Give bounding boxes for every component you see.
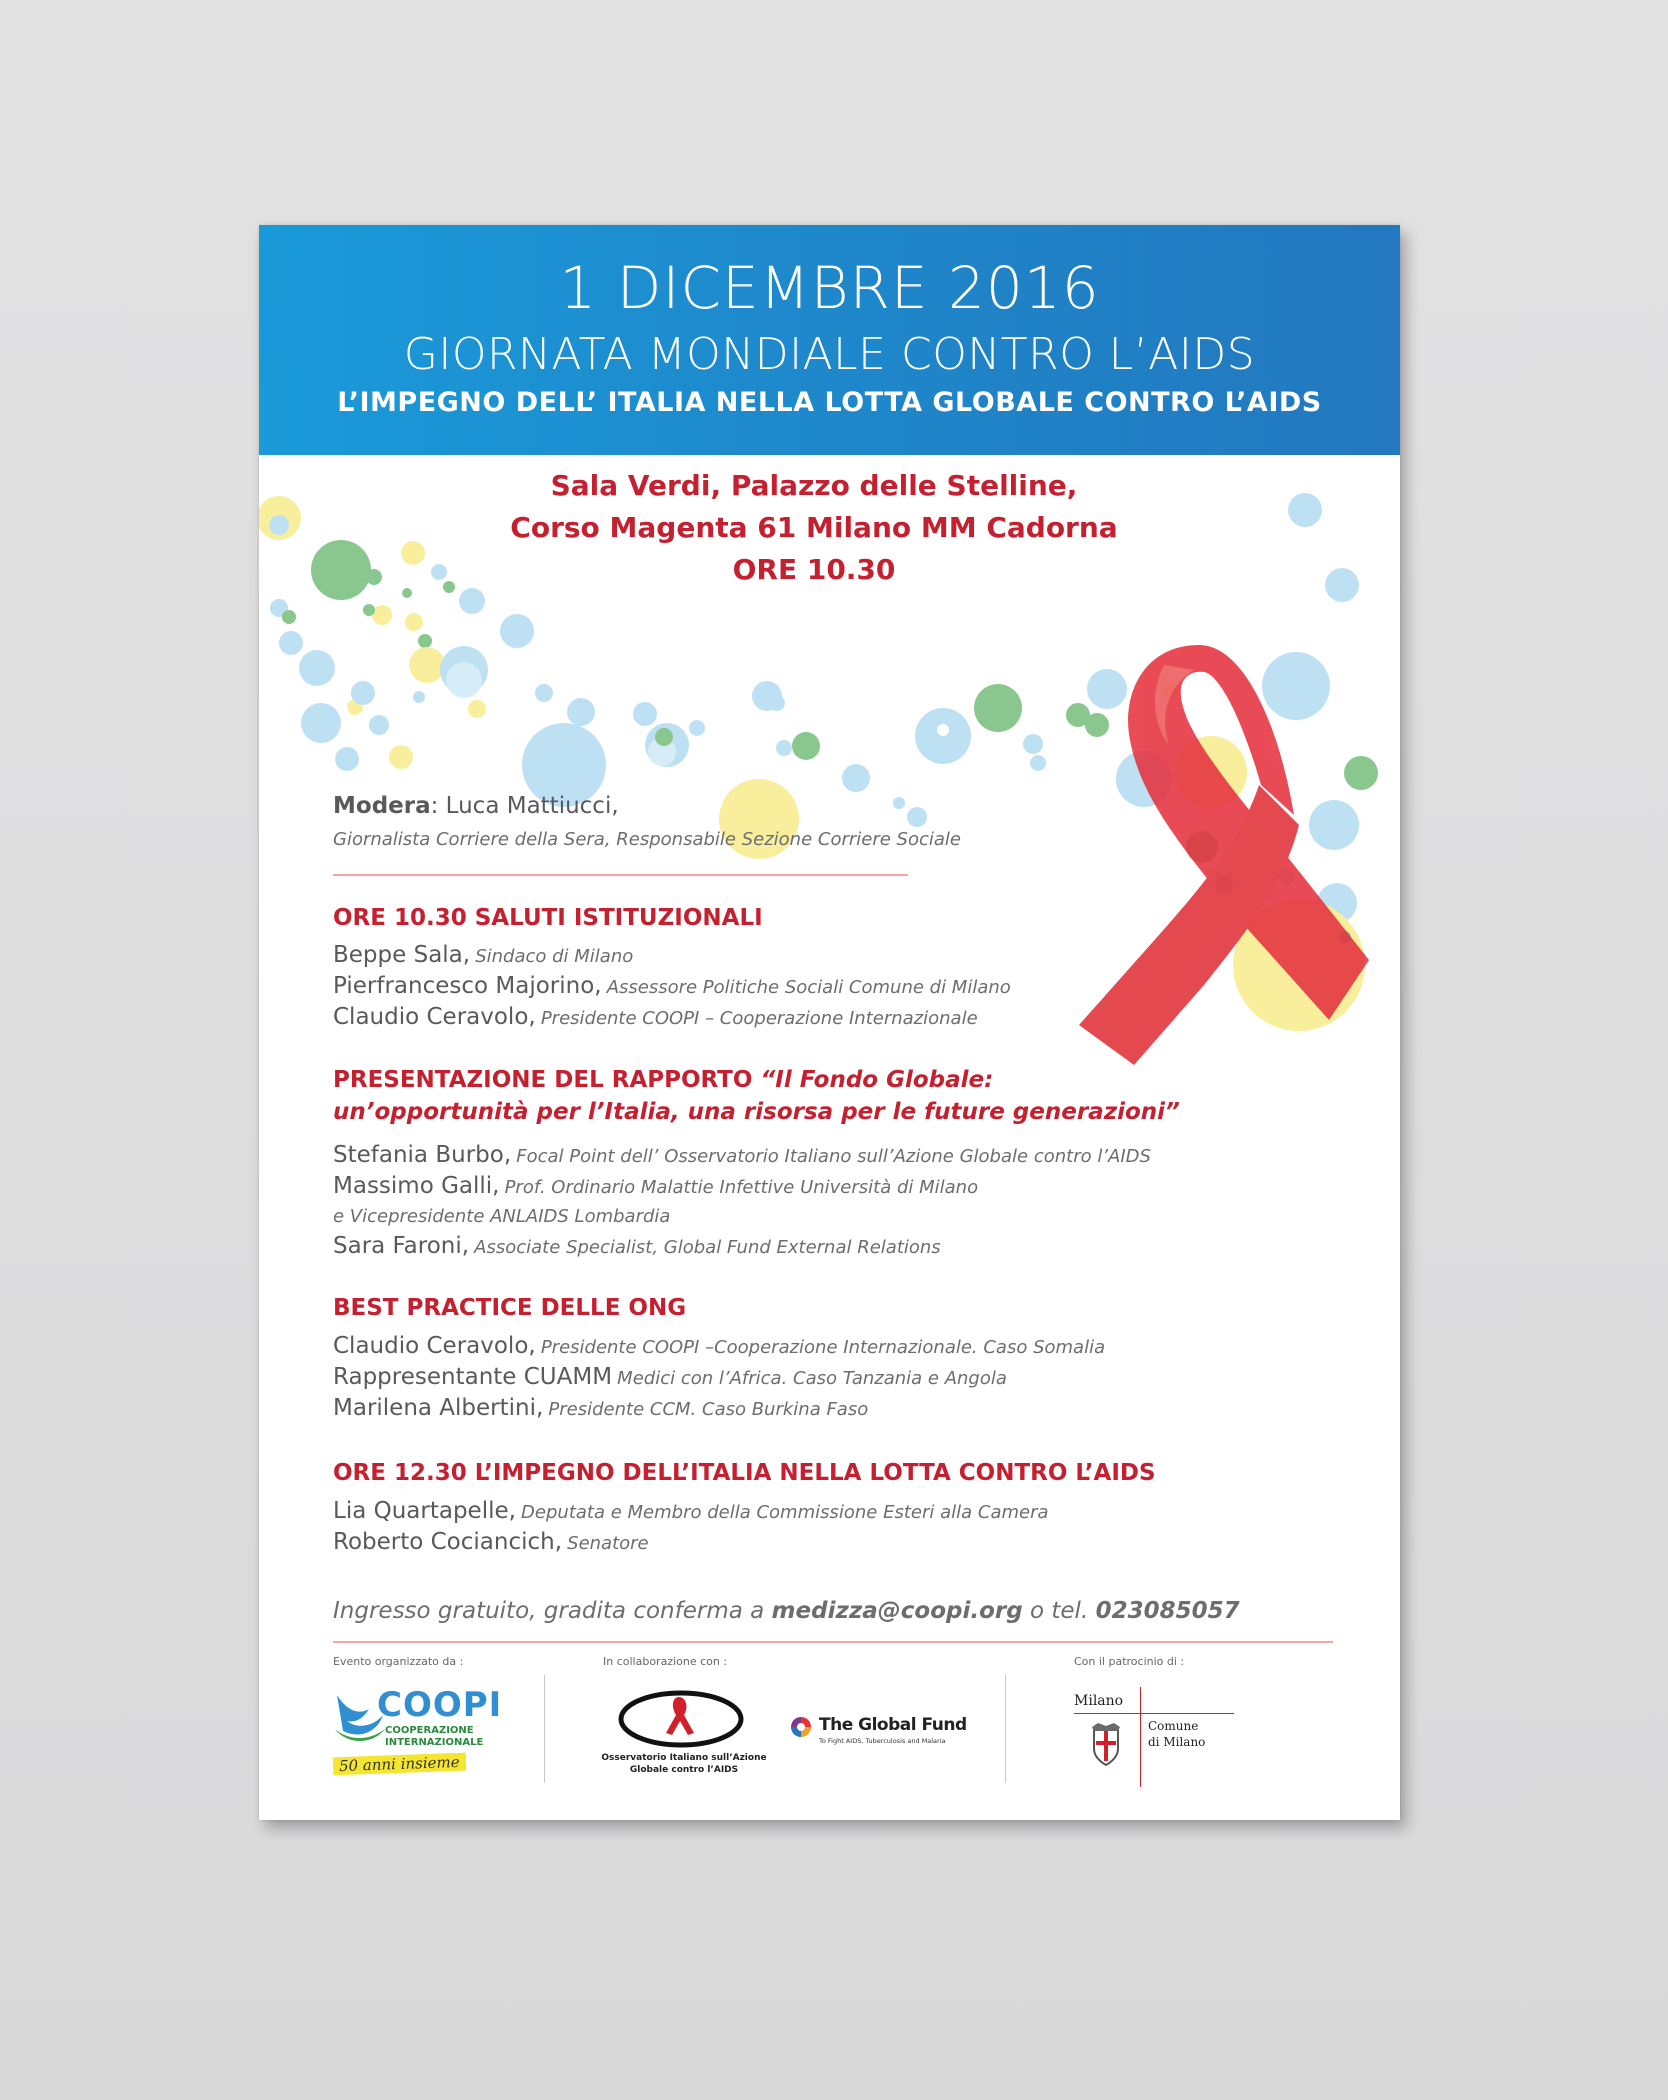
bubble: [776, 740, 792, 756]
bubble: [446, 662, 482, 698]
bubble: [351, 681, 375, 705]
event-subtitle: L’IMPEGNO DELL’ ITALIA NELLA LOTTA GLOBALE CONTRO L’AIDS: [337, 387, 1322, 418]
footer-divider: [333, 1641, 1333, 1643]
rsvp-email-link[interactable]: medizza@coopi.org: [771, 1598, 1023, 1624]
rsvp-text-2: o tel.: [1022, 1598, 1096, 1624]
event-title: GIORNATA MONDIALE CONTRO L’AIDS: [403, 329, 1256, 380]
bubble: [1309, 800, 1359, 850]
coopi-sub-1: COOPERAZIONE: [385, 1725, 474, 1736]
bubble: [402, 588, 412, 598]
rsvp-text: Ingresso gratuito, gradita conferma a: [333, 1598, 772, 1624]
speaker-name: Beppe Sala,: [333, 942, 471, 968]
global-fund-name: The Global Fund: [819, 1715, 967, 1735]
event-poster: [259, 225, 1400, 1820]
logo-rule-horizontal: [1074, 1713, 1234, 1714]
osservatorio-name-1: Osservatorio Italiano sull’Azione: [601, 1753, 767, 1763]
speaker-name: Sara Faroni,: [333, 1233, 470, 1259]
bubble: [842, 764, 870, 792]
moderator-role: Giornalista Corriere della Sera, Responsabile Sezione Corriere Sociale: [333, 829, 961, 850]
bubble: [937, 724, 949, 736]
speaker-role: Associate Specialist, Global Fund External Relations: [474, 1237, 941, 1258]
section-title: ORE 12.30 L’IMPEGNO DELL’ITALIA NELLA LOTTA CONTRO L’AIDS: [333, 1460, 1156, 1486]
speaker-role: Prof. Ordinario Malattie Infettive Università di Milano: [504, 1177, 979, 1198]
red-ribbon-icon: [1079, 645, 1369, 1065]
speaker-role: Deputata e Membro della Commissione Esteri alla Camera: [521, 1502, 1049, 1523]
bubble: [633, 702, 657, 726]
bubble: [279, 631, 303, 655]
section-title-text: PRESENTAZIONE DEL RAPPORTO: [333, 1067, 753, 1093]
speaker-row: [333, 942, 633, 968]
organized-label: Evento organizzato da :: [333, 1655, 464, 1668]
logo-separator: [1005, 1675, 1006, 1783]
global-fund-sub: To Fight AIDS, Tuberculosis and Malaria: [819, 1737, 946, 1745]
bubble: [1262, 652, 1330, 720]
milano-crest-icon: [1088, 1723, 1124, 1767]
speaker-name: Pierfrancesco Majorino,: [333, 973, 602, 999]
bubble: [459, 588, 485, 614]
bubble: [369, 715, 389, 735]
bubble: [535, 684, 553, 702]
speaker-role: Presidente COOPI – Cooperazione Internazionale: [540, 1008, 978, 1029]
header-banner: [259, 225, 1400, 455]
bubble: [405, 613, 423, 631]
rsvp-phone: 023085057: [1095, 1598, 1240, 1624]
collab-label: In collaborazione con :: [603, 1655, 728, 1668]
speaker-row: [333, 973, 1011, 999]
bubble: [418, 634, 432, 648]
speaker-role: Sindaco di Milano: [475, 946, 634, 967]
speaker-row: [333, 1395, 868, 1421]
bubble: [282, 610, 296, 624]
logo-rule-vertical: [1140, 1687, 1141, 1787]
bubble: [500, 614, 534, 648]
bubble: [1325, 568, 1359, 602]
bubble: [468, 700, 486, 718]
rsvp-line: [333, 1598, 1240, 1624]
speaker-role-continued: e Vicepresidente ANLAIDS Lombardia: [333, 1206, 671, 1227]
bubble: [269, 515, 289, 535]
venue-line-2: Corso Magenta 61 Milano MM Cadorna: [510, 511, 1118, 544]
bubble: [1087, 669, 1127, 709]
bubble: [893, 797, 905, 809]
speaker-role: Presidente CCM. Caso Burkina Faso: [548, 1399, 869, 1420]
speaker-row: [333, 1498, 1049, 1524]
report-title-line-2: un’opportunità per l’Italia, una risorsa per le future generazioni”: [333, 1099, 1180, 1125]
report-title: “Il Fondo Globale:: [760, 1067, 994, 1093]
milano-wordmark: Milano: [1074, 1693, 1124, 1709]
bubble: [413, 691, 425, 703]
bubble: [1030, 755, 1046, 771]
venue-line-1: Sala Verdi, Palazzo delle Stelline,: [550, 469, 1078, 502]
bubble: [335, 747, 359, 771]
bubble: [363, 604, 375, 616]
speaker-name: Rappresentante CUAMM: [333, 1364, 613, 1390]
bubble: [401, 541, 425, 565]
speaker-name: Claudio Ceravolo,: [333, 1004, 536, 1030]
bubble: [443, 581, 455, 593]
logo-separator: [544, 1675, 545, 1783]
speaker-row: [333, 1142, 1151, 1168]
venue-block: [459, 465, 1169, 591]
speaker-role: Presidente COOPI –Cooperazione Internazionale. Caso Somalia: [540, 1337, 1106, 1358]
coopi-name: COOPI: [377, 1685, 503, 1725]
speaker-row: [333, 1173, 978, 1199]
bubble: [372, 605, 392, 625]
speaker-name: Stefania Burbo,: [333, 1142, 512, 1168]
speaker-row: [333, 1529, 649, 1555]
speaker-name: Lia Quartapelle,: [333, 1498, 516, 1524]
osservatorio-name-2: Globale contro l’AIDS: [629, 1765, 739, 1775]
bubble: [655, 728, 673, 746]
speaker-row: [333, 1004, 978, 1030]
bubble: [1023, 734, 1043, 754]
bubble: [792, 732, 820, 760]
speaker-row: [333, 1233, 941, 1259]
global-fund-icon: [789, 1715, 813, 1739]
bubble: [907, 807, 927, 827]
speaker-role: Focal Point dell’ Osservatorio Italiano sull’Azione Globale contro l’AIDS: [516, 1146, 1151, 1167]
speaker-row: [333, 1364, 1007, 1390]
bubble: [1085, 713, 1109, 737]
coopi-tagline: 50 anni insieme: [333, 1753, 466, 1776]
comune-name-2: di Milano: [1148, 1735, 1206, 1749]
divider: [333, 874, 908, 876]
coopi-logo: [333, 1685, 503, 1785]
speaker-row: [333, 1333, 1105, 1359]
section-title: ORE 10.30 SALUTI ISTITUZIONALI: [333, 905, 763, 931]
osservatorio-logo: [594, 1687, 774, 1787]
speaker-name: Claudio Ceravolo,: [333, 1333, 536, 1359]
moderator-line: [333, 793, 619, 819]
section-title: [333, 1067, 993, 1093]
venue-time: ORE 10.30: [732, 553, 896, 586]
speaker-role: Senatore: [567, 1533, 649, 1554]
bubble: [299, 650, 335, 686]
bubble: [1288, 493, 1322, 527]
comune-name-1: Comune: [1148, 1719, 1199, 1733]
speaker-name: Massimo Galli,: [333, 1173, 500, 1199]
bubble: [689, 720, 705, 736]
moderator-name: : Luca Mattiucci,: [430, 793, 619, 819]
coopi-sub-2: INTERNAZIONALE: [385, 1737, 484, 1748]
bubble: [1344, 756, 1378, 790]
section-title: BEST PRACTICE DELLE ONG: [333, 1295, 687, 1321]
speaker-name: Marilena Albertini,: [333, 1395, 544, 1421]
osservatorio-ellipse-icon: [616, 1687, 746, 1749]
global-fund-logo: [789, 1715, 979, 1755]
comune-milano-logo: [1074, 1687, 1254, 1787]
speaker-name: Roberto Cociancich,: [333, 1529, 563, 1555]
bubble: [311, 540, 371, 600]
bubble: [431, 564, 447, 580]
bubble: [301, 703, 341, 743]
bubble: [769, 695, 785, 711]
patron-label: Con il patrocinio di :: [1074, 1655, 1185, 1668]
bubble: [409, 647, 445, 683]
bubble: [389, 745, 413, 769]
speaker-role: Assessore Politiche Sociali Comune di Milano: [606, 977, 1011, 998]
moderator-label: Modera: [333, 793, 431, 819]
speaker-role: Medici con l’Africa. Caso Tanzania e Angola: [617, 1368, 1007, 1389]
bubble: [974, 684, 1022, 732]
bubble: [366, 569, 382, 585]
bubble: [567, 698, 595, 726]
event-date: 1 DICEMBRE 2016: [559, 254, 1100, 322]
